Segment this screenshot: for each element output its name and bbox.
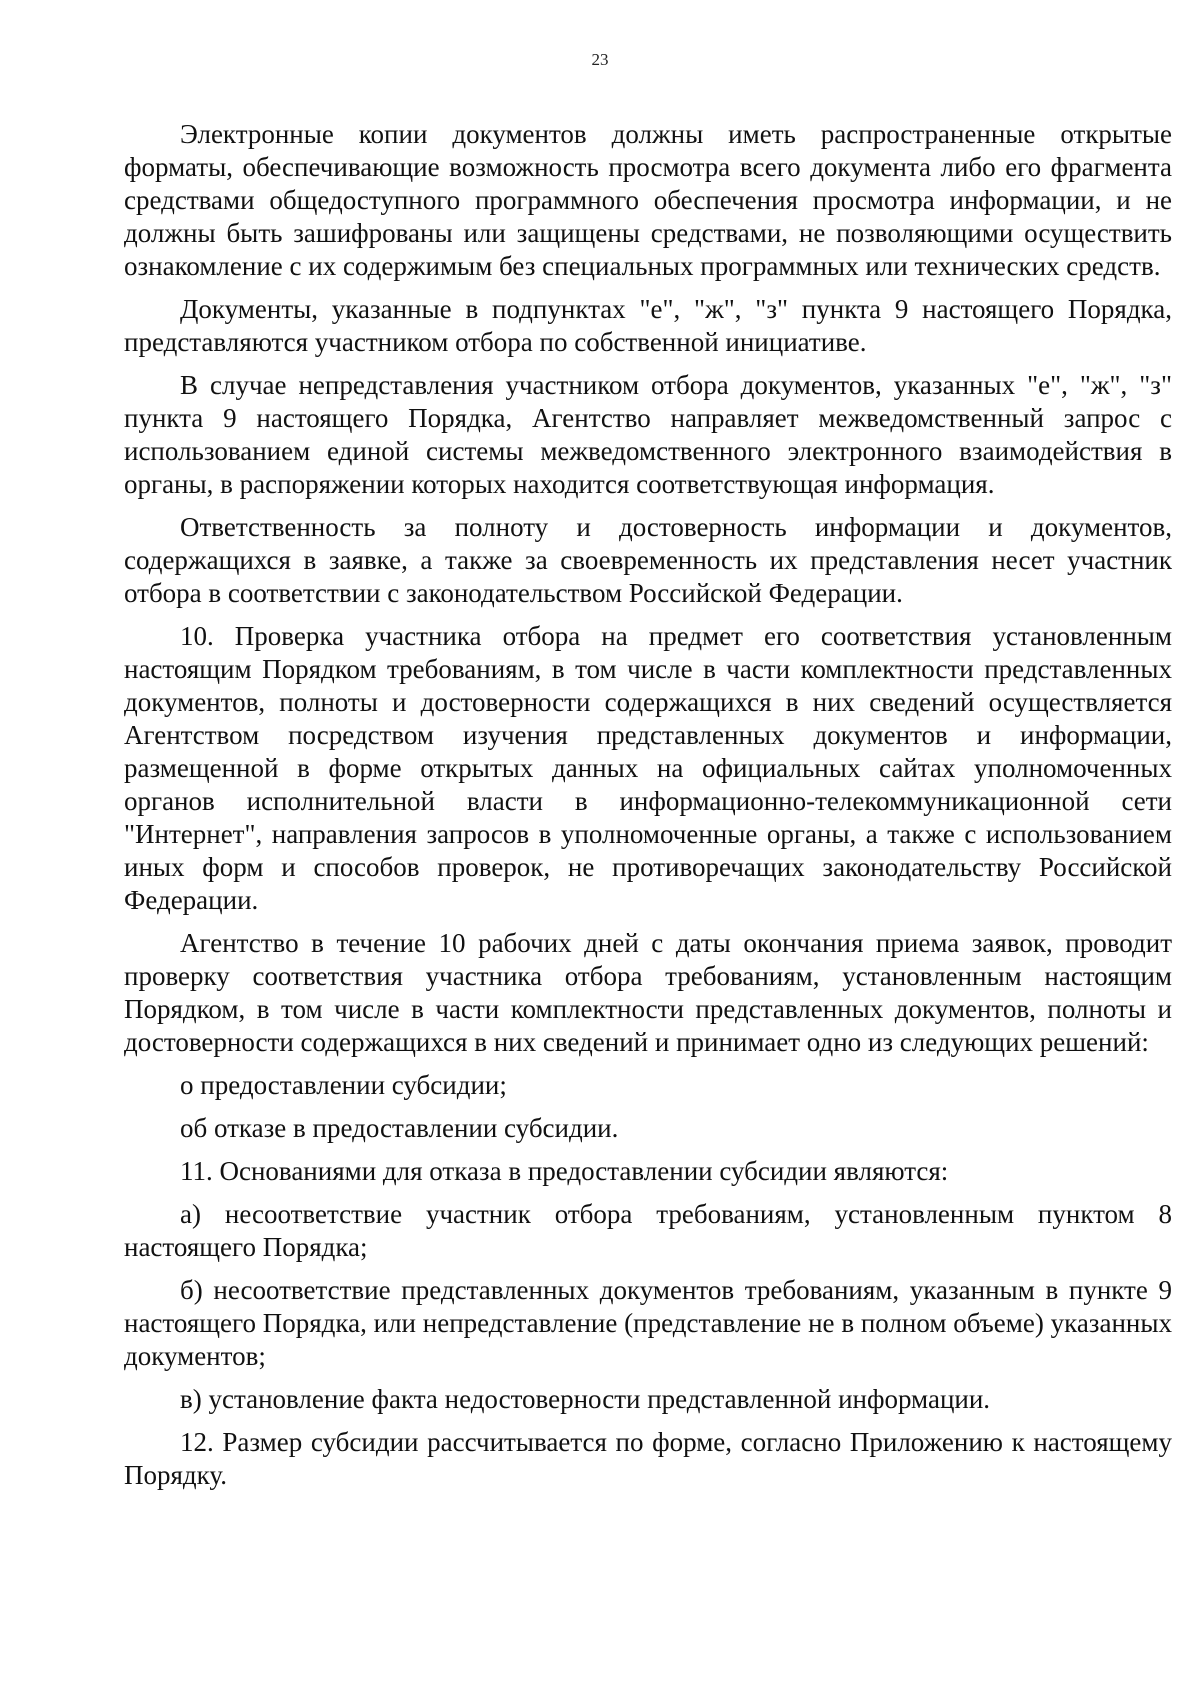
document-body xyxy=(124,118,1172,1502)
paragraph-item-10: 10. Проверка участника отбора на предмет его соответствия установленным настоящим Порядком требованиям, в том числе в части комплектности представленных документов, полноты и достоверности содержащихся в них сведений осуществляется Агентством посредством изучения представленных документов и информации, размещенной в форме открытых данных на официальных сайтах уполномоченных органов исполнительной власти в информационно-телекоммуникационной сети "Интернет", направления запросов в уполномоченные органы, а также с использованием иных форм и способов проверок, не противоречащих законодательству Российской Федерации. xyxy=(124,621,1172,915)
page-number: 23 xyxy=(591,50,609,69)
paragraph-item-11-b: б) несоответствие представленных документов требованиям, указанным в пункте 9 настоящего Порядка, или непредставление (представление не в полном объеме) указанных документов; xyxy=(124,1275,1172,1371)
paragraph-decision-refusal: об отказе в предоставлении субсидии. xyxy=(180,1113,619,1143)
paragraph-item-11-v: в) установление факта недостоверности представленной информации. xyxy=(180,1384,991,1414)
paragraph-decision-grant: о предоставлении субсидии; xyxy=(180,1070,507,1100)
paragraph-item-11: 11. Основаниями для отказа в предоставлении субсидии являются: xyxy=(180,1156,949,1186)
paragraph-responsibility: Ответственность за полноту и достоверность информации и документов, содержащихся в заявке, а также за своевременность их представления несет участник отбора в соответствии с законодательством Российской Федерации. xyxy=(124,512,1172,608)
paragraph-electronic-copies: Электронные копии документов должны иметь распространенные открытые форматы, обеспечивающие возможность просмотра всего документа либо его фрагмента средствами общедоступного программного обеспечения просмотра информации, и не должны быть зашифрованы или защищены средствами, не позволяющими осуществить ознакомление с их содержимым без специальных программных или технических средств. xyxy=(124,119,1172,281)
paragraph-interagency-request: В случае непредставления участником отбора документов, указанных "е", "ж", "з" пункта 9 настоящего Порядка, Агентство направляет межведомственный запрос с использованием единой системы межведомственного электронного взаимодействия в органы, в распоряжении которых находится соответствующая информация. xyxy=(124,370,1172,499)
paragraph-item-11-a: а) несоответствие участник отбора требованиям, установленным пунктом 8 настоящего Порядка; xyxy=(124,1199,1172,1262)
paragraph-item-12: 12. Размер субсидии рассчитывается по форме, согласно Приложению к настоящему Порядку. xyxy=(124,1427,1172,1490)
paragraph-agency-check: Агентство в течение 10 рабочих дней с даты окончания приема заявок, проводит проверку соответствия участника отбора требованиям, установленным настоящим Порядком, в том числе в части комплектности представленных документов, полноты и достоверности содержащихся в них сведений и принимает одно из следующих решений: xyxy=(124,928,1172,1057)
paragraph-documents-initiative: Документы, указанные в подпунктах "е", "ж", "з" пункта 9 настоящего Порядка, представляются участником отбора по собственной инициативе. xyxy=(124,294,1172,357)
